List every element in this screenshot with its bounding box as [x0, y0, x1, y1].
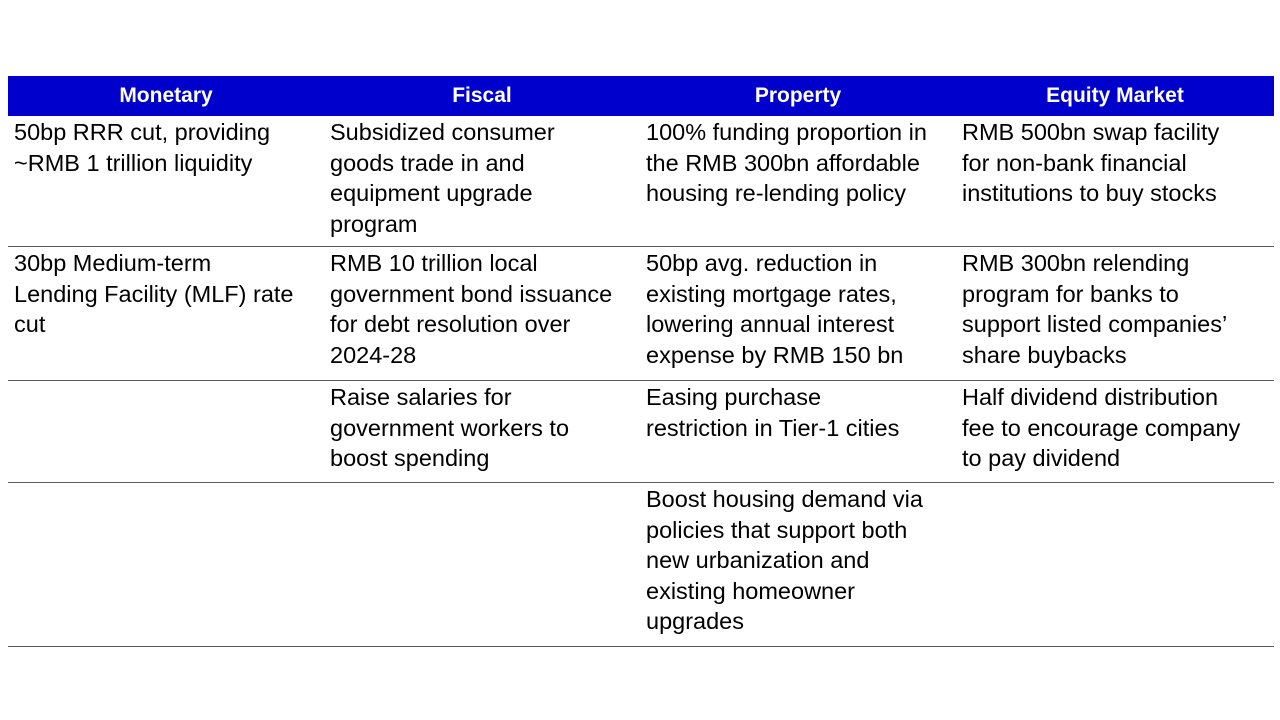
cell-property: Easing purchase restriction in Tier-1 cities — [640, 381, 956, 483]
cell-equity-market: RMB 500bn swap facility for non-bank financial institutions to buy stocks — [956, 116, 1274, 247]
header-row — [8, 76, 1274, 116]
policy-table — [8, 76, 1274, 647]
header-monetary: Monetary — [8, 76, 324, 116]
cell-property: 50bp avg. reduction in existing mortgage rates, lowering annual interest expense by RMB 150 bn — [640, 247, 956, 381]
cell-monetary — [8, 483, 324, 647]
cell-property: Boost housing demand via policies that support both new urbanization and existing homeowner upgrades — [640, 483, 956, 647]
cell-monetary — [8, 381, 324, 483]
table-body — [8, 116, 1274, 647]
cell-fiscal — [324, 483, 640, 647]
header-equity-market: Equity Market — [956, 76, 1274, 116]
table-header — [8, 76, 1274, 116]
cell-equity-market: RMB 300bn relending program for banks to support listed companies’ share buybacks — [956, 247, 1274, 381]
cell-equity-market: Half dividend distribution fee to encourage company to pay dividend — [956, 381, 1274, 483]
header-property: Property — [640, 76, 956, 116]
table-row — [8, 247, 1274, 381]
cell-equity-market — [956, 483, 1274, 647]
cell-monetary: 50bp RRR cut, providing ~RMB 1 trillion liquidity — [8, 116, 324, 247]
cell-fiscal: Raise salaries for government workers to boost spending — [324, 381, 640, 483]
cell-fiscal: RMB 10 trillion local government bond issuance for debt resolution over 2024-28 — [324, 247, 640, 381]
header-fiscal: Fiscal — [324, 76, 640, 116]
cell-fiscal: Subsidized consumer goods trade in and equipment upgrade program — [324, 116, 640, 247]
table-row — [8, 483, 1274, 647]
table-row — [8, 381, 1274, 483]
cell-monetary: 30bp Medium-term Lending Facility (MLF) rate cut — [8, 247, 324, 381]
table-row — [8, 116, 1274, 247]
cell-property: 100% funding proportion in the RMB 300bn affordable housing re-lending policy — [640, 116, 956, 247]
